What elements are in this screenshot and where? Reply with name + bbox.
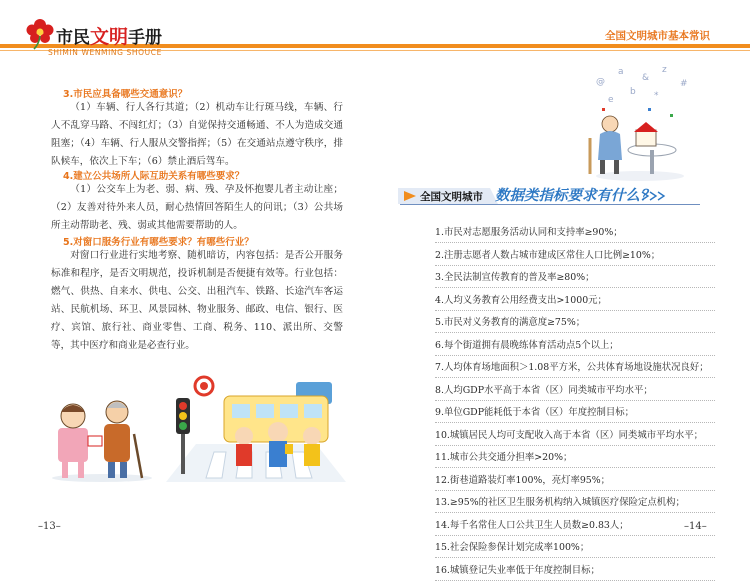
svg-text:*: * xyxy=(654,91,659,101)
list-item: 1.市民对志愿服务活动认同和支持率≥90%； xyxy=(435,224,715,243)
list-item: 3.全民法制宣传教育的普及率≥80%； xyxy=(435,269,715,288)
list-item: 14.每千名常住人口公共卫生人员数≥0.83人； xyxy=(435,517,715,536)
question-5-body: 对窗口行业进行实地考察、随机暗访，内容包括：是否公开服务标准和程序，是否文明规范，投诉机制是否便捷有效等。行业包括：燃气、供热、自来水、供电、公交、出租汽车、铁路、长途汽车客运站、民航机场、环卫、风景园林、物业服务、邮政、电信、银行、医疗、宾馆、旅行社、商业零售、工商、税务、110、派出所、交警等，其中医疗和商业是必查行业。 xyxy=(51,250,343,351)
list-item: 9.单位GDP能耗低于本省（区）年度控制目标； xyxy=(435,404,715,423)
svg-text:a: a xyxy=(618,67,624,77)
illustration-helping-elderly xyxy=(46,384,158,484)
indicator-list xyxy=(435,224,715,584)
list-item: 7.人均体育场地面积＞1.08平方米，公共体育场地设施状况良好； xyxy=(435,359,715,378)
svg-text:@: @ xyxy=(596,77,605,87)
list-item: 6.每个街道拥有晨晚练体育活动点5个以上； xyxy=(435,337,715,356)
list-item: 12.街巷道路装灯率100%，亮灯率95%； xyxy=(435,472,715,491)
bullet-arrow-icon xyxy=(404,191,416,201)
question-4-body: （1）公交车上为老、弱、病、残、孕及怀抱婴儿者主动让座；（2）友善对待外来人员，耐心热情回答陌生人的问讯；（3）公共场所主动帮助老、残、弱或其他需要帮助的人。 xyxy=(51,184,343,231)
list-item: 16.城镇登记失业率低于年度控制目标； xyxy=(435,562,715,581)
list-item: 8.人均GDP水平高于本省（区）同类城市平均水平； xyxy=(435,382,715,401)
question-3-body: （1）车辆、行人各行其道；（2）机动车让行斑马线，车辆、行人不乱穿马路、不闯红灯；（3）自觉保持交通畅通、不人为造成交通阻塞；（4）车辆、行人服从交警指挥；（5）在交通站点遵守秩序，排队候车，依次上下车；（6）禁止酒后驾车。 xyxy=(51,102,343,167)
page-number-right: –14– xyxy=(684,521,707,532)
svg-text:&: & xyxy=(642,73,650,83)
question-3-title: 3.市民应具备哪些交通意识？ xyxy=(63,89,188,100)
svg-text:#: # xyxy=(680,79,688,89)
list-item: 10.城镇居民人均可支配收入高于本省（区）同类城市平均水平； xyxy=(435,427,715,446)
list-item: 5.市民对义务教育的满意度≥75%； xyxy=(435,314,715,333)
list-item: 2.注册志愿者人数占城市建成区常住人口比例≥10%； xyxy=(435,247,715,266)
section-title: 全国文明城市基本常识 xyxy=(605,30,710,42)
question-4-title: 4.建立公共场所人际互助关系有哪些要求？ xyxy=(63,171,245,182)
question-5-title: 5.对窗口服务行业有哪些要求？有哪些行业？ xyxy=(63,237,254,248)
page-number-left: –13– xyxy=(38,521,61,532)
logo-title xyxy=(56,22,162,49)
logo-title-part: 手册 xyxy=(128,28,163,48)
banner-chevrons-icon xyxy=(640,190,670,202)
list-item: 4.人均义务教育公用经费支出>1000元； xyxy=(435,292,715,311)
logo-title-part: 市民 xyxy=(56,28,90,48)
illustration-traffic-crossing xyxy=(166,374,346,486)
logo-subtitle: SHIMIN WENMING SHOUCE xyxy=(48,48,162,57)
banner-prefix: 全国文明城市 xyxy=(420,191,483,203)
logo-title-highlight: 文明 xyxy=(90,26,129,48)
svg-text:b: b xyxy=(630,87,636,97)
list-item: 15.社会保险参保计划完成率100%； xyxy=(435,539,715,558)
list-item: 13.≥95%的社区卫生服务机构纳入城镇医疗保险定点机构； xyxy=(435,494,715,513)
svg-text:e: e xyxy=(608,95,614,105)
svg-text:z: z xyxy=(662,65,667,75)
illustration-reading-table xyxy=(582,64,692,184)
logo-flower-icon xyxy=(20,14,60,50)
list-item: 11.城市公共交通分担率>20%； xyxy=(435,449,715,468)
banner-title: 数据类指标要求有什么？ xyxy=(495,187,655,204)
